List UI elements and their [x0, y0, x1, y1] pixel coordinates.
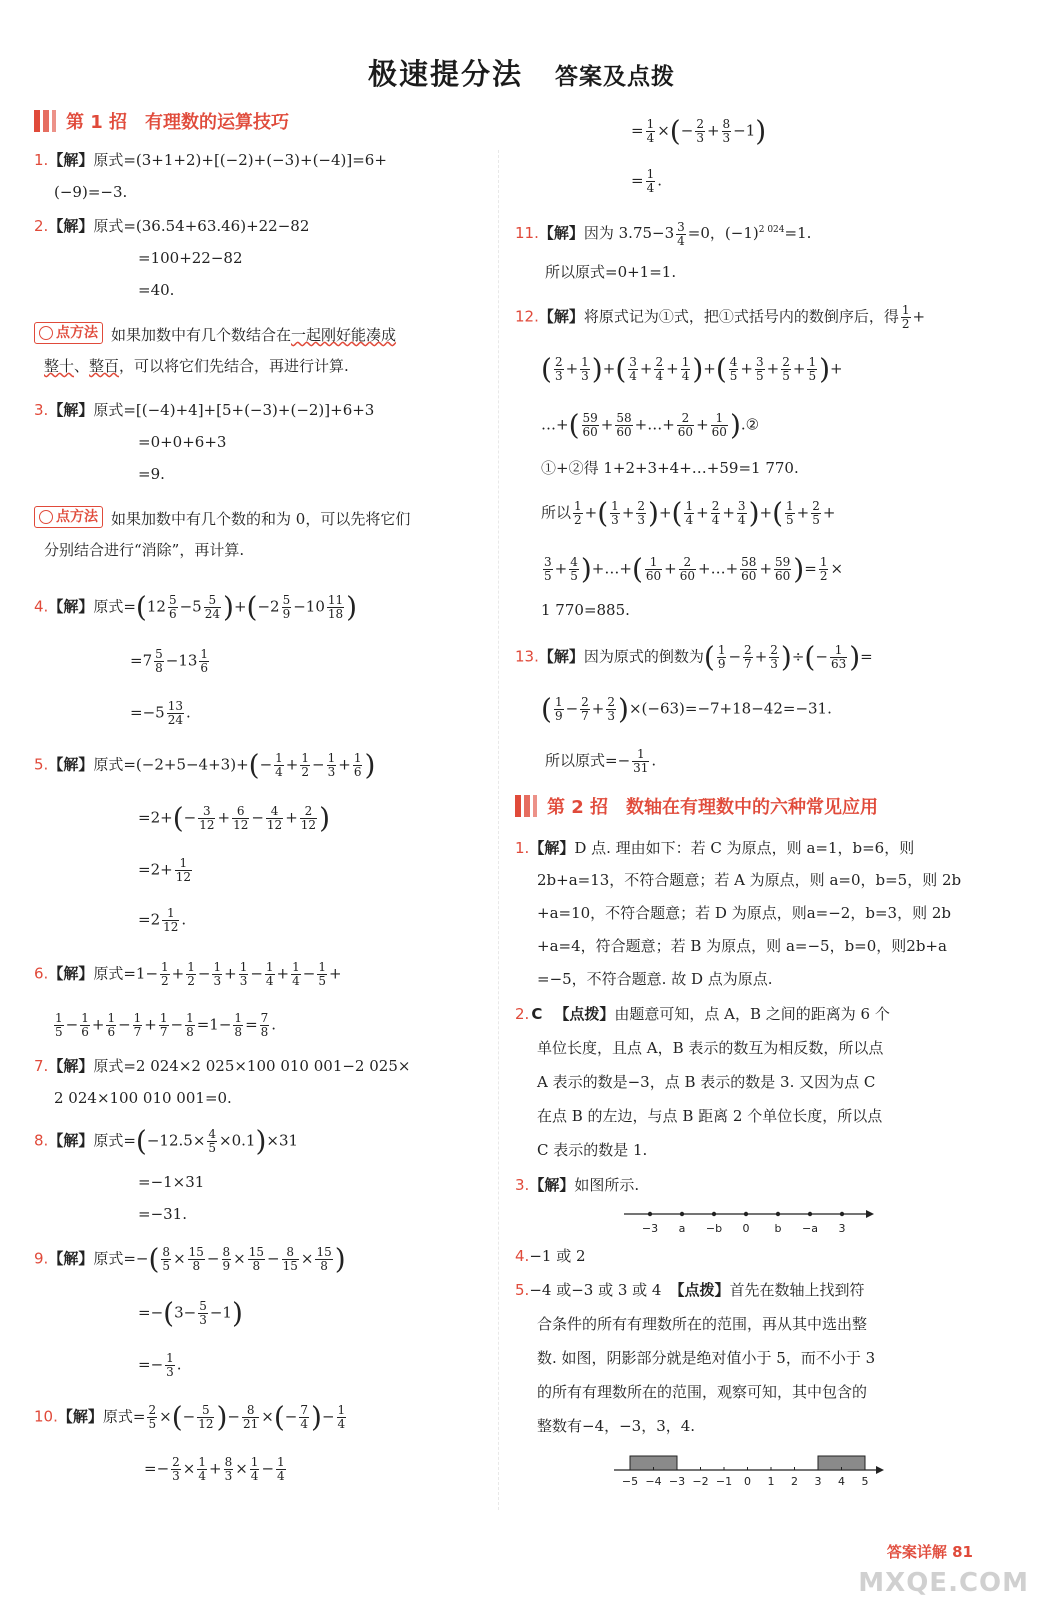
watermark-logo: MXQE.COM	[858, 1568, 1029, 1598]
tip-badge: 点方法	[34, 322, 103, 344]
heading-bars-icon	[515, 795, 537, 817]
q9-line1: 9.【解】原式=−( $\frac{8}{5}$ × $\frac{15}{8}$ − $\frac{8}{9}$ × $\frac{15}{8}$ − $\frac{8}{15}$ × $\frac{15}{8}$ )	[34, 1242, 346, 1276]
q8-line1: 8.【解】原式=(−12.5× $\frac{4}{5}$ ×0.1)×31	[34, 1124, 299, 1158]
q4-line3: =−5 $\frac{13}{24}$ .	[130, 699, 191, 727]
q6-line1: 6.【解】原式=1− $\frac{1}{2}$ + $\frac{1}{2}$ − $\frac{1}{3}$ + $\frac{1}{3}$ − $\frac{1}{4}$ + $\frac{1}{4}$ − $\frac{1}{5}$ +	[34, 960, 342, 988]
s2q1-line5: =−5，不符合题意. 故 D 点为原点.	[537, 970, 773, 988]
number-line-label: a	[678, 1222, 686, 1235]
number-line-point	[648, 1212, 652, 1216]
s2q2-line3: A 表示的数是−3，点 B 表示的数是 3. 又因为点 C	[537, 1073, 876, 1091]
s2q5-line1: 5.−4 或−3 或 3 或 4 【点拨】首先在数轴上找到符	[515, 1281, 865, 1299]
footer-page-label: 答案详解 81	[886, 1543, 973, 1561]
q8-line2: =−1×31	[138, 1173, 205, 1191]
s2q2-line1: 2. C 【点拨】由题意可知，点 A，B 之间的距离为 6 个	[515, 1005, 890, 1023]
q5-line4: =2 $\frac{1}{12}$ .	[138, 906, 187, 934]
number-line-label: 5	[861, 1475, 869, 1488]
number-line-label: 3	[814, 1475, 822, 1488]
number-line-label: 0	[742, 1222, 750, 1235]
s2q1-line2: 2b+a=13，不符合题意；若 A 为原点，则 a=0，b=5，则 2b	[537, 871, 962, 889]
number-line-label: 3	[838, 1222, 846, 1235]
q10-cont-line1: = $\frac{1}{4}$ ×(− $\frac{2}{3}$ + $\frac{8}{3}$ −1)	[631, 114, 767, 148]
q3-line1: 3.【解】原式=[(−4)+4]+[5+(−3)+(−2)]+6+3	[34, 401, 375, 419]
q6-line2: $\frac{1}{5}$ − $\frac{1}{6}$ + $\frac{1}{6}$ − $\frac{1}{7}$ + $\frac{1}{7}$ − $\frac{1}{8}$ =1− $\frac{1}{8}$ = $\frac{7}{8}$ .	[55, 1011, 277, 1039]
number-line-point	[808, 1212, 812, 1216]
q11-line1: 11.【解】因为 3.75−3 $\frac{3}{4}$ =0，$(-1)^{2 024}=1$.	[515, 219, 812, 248]
title-sub: 答案及点拨	[555, 64, 675, 90]
axis-arrow-icon	[866, 1210, 874, 1218]
s2q1-line1: 1.【解】D 点. 理由如下：若 C 为原点，则 a=1，b=6，则	[515, 839, 915, 857]
column-divider	[498, 150, 499, 1510]
q10-line2: =− $\frac{2}{3}$ × $\frac{1}{4}$ + $\frac{8}{3}$ × $\frac{1}{4}$ − $\frac{1}{4}$	[144, 1455, 285, 1483]
page-title	[0, 52, 1043, 93]
number-line-label: 4	[838, 1475, 845, 1488]
q3-line2: =0+0+6+3	[138, 433, 227, 451]
number-line-label: 1	[767, 1475, 775, 1488]
s2q2-line5: C 表示的数是 1.	[537, 1141, 648, 1159]
lightbulb-icon	[39, 326, 53, 340]
s2q3-line: 3.【解】如图所示.	[515, 1176, 640, 1194]
q12-line6: $\frac{3}{5}$ + $\frac{4}{5}$ )+…+( $\frac{1}{60}$ + $\frac{2}{60}$ +…+ $\frac{58}{60}$ + $\frac{59}{60}$ )= $\frac{1}{2}$ ×	[544, 552, 844, 586]
number-line-label: 2	[791, 1475, 798, 1488]
s2q4-line: 4.−1 或 2	[515, 1247, 586, 1265]
q12-line4: ①+②得 1+2+3+4+…+59=1 770.	[541, 459, 799, 477]
tip2-line1: 点方法 如果加数中有几个数的和为 0，可以先将它们	[34, 506, 410, 529]
section-heading-2: 第 2 招 数轴在有理数中的六种常见应用	[515, 793, 878, 819]
s2q1-line4: +a=4，符合题意；若 B 为原点，则 a=−5，b=0，则2b+a	[537, 937, 947, 955]
tip-badge: 点方法	[34, 506, 103, 528]
number-line-point	[744, 1212, 748, 1216]
s2q5-line2: 合条件的所有有理数所在的范围，再从其中选出整	[537, 1315, 868, 1333]
s2q1-line3: +a=10，不符合题意；若 D 为原点，则a=−2，b=3，则 2b	[537, 904, 951, 922]
number-line-point	[712, 1212, 716, 1216]
q7-line2: 2 024×100 010 001=0.	[54, 1089, 232, 1107]
q5-line1: 5.【解】原式=(−2+5−4+3)+(− $\frac{1}{4}$ + $\frac{1}{2}$ − $\frac{1}{3}$ + $\frac{1}{6}$ )	[34, 748, 376, 782]
section-heading-1: 第 1 招 有理数的运算技巧	[34, 108, 289, 134]
q13-line1: 13.【解】因为原式的倒数为( $\frac{1}{9}$ − $\frac{2}{7}$ + $\frac{2}{3}$ )÷(− $\frac{1}{63}$ )=	[515, 640, 873, 674]
q12-line1: 12.【解】将原式记为①式，把①式括号内的数倒序后，得 $\frac{1}{2}$ +	[515, 303, 926, 331]
q10-line1: 10.【解】原式= $\frac{2}{5}$ ×(− $\frac{5}{12}$ )− $\frac{8}{21}$ ×(− $\frac{7}{4}$ )− $\frac{1}{4}$	[34, 1400, 346, 1434]
s2q2-line4: 在点 B 的左边，与点 B 距离 2 个单位长度，所以点	[537, 1107, 883, 1125]
number-line-label: −a	[802, 1222, 818, 1235]
number-line-label: −1	[715, 1475, 733, 1488]
q12-line7: 1 770=885.	[541, 601, 630, 619]
tip1-line1: 点方法 如果加数中有几个数结合在一起刚好能凑成	[34, 322, 396, 345]
s2q5-line3: 数. 如图，阴影部分就是绝对值小于 5，而不小于 3	[537, 1349, 876, 1367]
s2q5-line4: 的所有有理数所在的范围，观察可知，其中包含的	[537, 1383, 868, 1401]
q12-line2: ( $\frac{2}{3}$ + $\frac{1}{3}$ )+( $\frac{3}{4}$ + $\frac{2}{4}$ + $\frac{1}{4}$ )+( $\frac{4}{5}$ + $\frac{3}{5}$ + $\frac{2}{5}$ + $\frac{1}{5}$ )+	[541, 352, 843, 386]
q13-line2: ( $\frac{1}{9}$ − $\frac{2}{7}$ + $\frac{2}{3}$ )×(−63)=−7+18−42=−31.	[541, 692, 832, 726]
q1-line2: (−9)=−3.	[54, 183, 128, 201]
q13-line3: 所以原式=− $\frac{1}{31}$ .	[545, 747, 657, 775]
q12-line5: 所以 $\frac{1}{2}$ +( $\frac{1}{3}$ + $\frac{2}{3}$ )+( $\frac{1}{4}$ + $\frac{2}{4}$ + $\frac{3}{4}$ )+( $\frac{1}{5}$ + $\frac{2}{5}$ +	[541, 496, 836, 530]
number-line-q5	[610, 1452, 890, 1492]
q1-line1: 1.【解】原式=(3+1+2)+[(−2)+(−3)+(−4)]=6+	[34, 151, 387, 169]
q5-line3: =2+ $\frac{1}{12}$	[138, 856, 191, 884]
number-line-label: 0	[744, 1475, 751, 1488]
axis-arrow-icon	[876, 1466, 884, 1474]
number-line-label: −b	[705, 1222, 723, 1235]
q9-line3: =− $\frac{1}{3}$ .	[138, 1351, 182, 1379]
number-line-point	[840, 1212, 844, 1216]
number-line-label: −3	[641, 1222, 659, 1235]
q2-line1: 2.【解】原式=(36.54+63.46)+22−82	[34, 217, 310, 235]
q8-line3: =−31.	[138, 1205, 187, 1223]
q12-line3: …+( $\frac{59}{60}$ + $\frac{58}{60}$ +…+ $\frac{2}{60}$ + $\frac{1}{60}$ ).②	[541, 408, 760, 442]
s2q2-line2: 单位长度，且点 A，B 表示的数互为相反数，所以点	[537, 1039, 884, 1057]
tip1-line2: 整十、整百，可以将它们先结合，再进行计算.	[44, 357, 349, 375]
heading-bars-icon	[34, 110, 56, 132]
q4-line2: =7 $\frac{5}{8}$ −13 $\frac{1}{6}$	[130, 647, 209, 675]
number-line-label: −3	[668, 1475, 686, 1488]
number-line-label: −4	[645, 1475, 662, 1488]
number-line-label: −2	[692, 1475, 709, 1488]
q5-line2: =2+(− $\frac{3}{12}$ + $\frac{6}{12}$ − $\frac{4}{12}$ + $\frac{2}{12}$ )	[138, 801, 330, 835]
tip2-line2: 分别结合进行“消除”，再计算.	[44, 541, 245, 559]
s2q5-line5: 整数有−4，−3，3，4.	[537, 1417, 696, 1435]
q4-line1: 4.【解】原式=(12 $\frac{5}{6}$ −5 $\frac{5}{24}$ )+(−2 $\frac{5}{9}$ −10 $\frac{11}{18}$ )	[34, 590, 358, 624]
q9-line2: =−(3− $\frac{5}{3}$ −1)	[138, 1296, 243, 1330]
q2-line2: =100+22−82	[138, 249, 243, 267]
number-line-point	[680, 1212, 684, 1216]
q3-line3: =9.	[138, 465, 165, 483]
q2-line3: =40.	[138, 281, 175, 299]
lightbulb-icon	[39, 510, 53, 524]
number-line-point	[776, 1212, 780, 1216]
q7-line1: 7.【解】原式=2 024×2 025×100 010 001−2 025×	[34, 1057, 411, 1075]
number-line-label: b	[774, 1222, 782, 1235]
q10-cont-line2: = $\frac{1}{4}$ .	[631, 167, 662, 195]
q11-line2: 所以原式=0+1=1.	[545, 263, 677, 281]
number-line-q3	[620, 1202, 880, 1236]
title-main: 极速提分法	[367, 57, 523, 91]
number-line-label: −5	[621, 1475, 639, 1488]
